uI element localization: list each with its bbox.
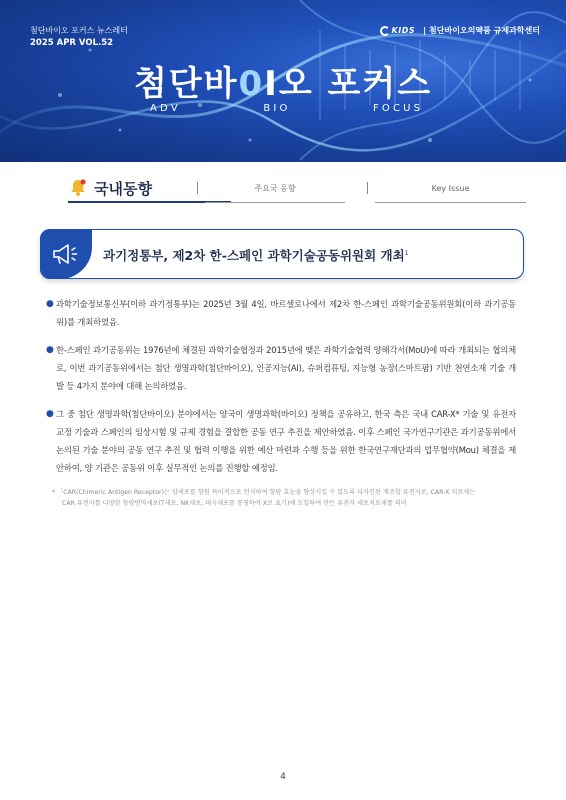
list-item-text: 그 중 첨단 생명과학(첨단바이오) 분야에서는 양국이 생명과학(바이오) 정책을 공유하고, 한국 측은 국내 CAR-X* 기술 및 유전자 교정 기술과 스페인의 임상시험 및 규제 경험을 결합한 공동 연구 추진을 제안하였음. 이후 스페인 국가연구기관은 과기공동위에서 논의된 기술 분야의 공동 연구 추진 및 협력 이행을 위한 예산 마련과 수행 등을 위한 한국연구재단과의 업무협약(Mou) 체결을 제안하여, 양 기관은 공동위 이후 실무적인 논의를 진행할 예정임. [56,409,516,473]
kids-logo [380,26,416,36]
subtitle-word: A D V [150,103,178,114]
article-headline [103,246,409,264]
subtitle-word: B I O [263,103,288,114]
megaphone-icon [51,242,81,266]
section-tabs [40,175,526,205]
list-item-text: 과학기술정보통신부(이하 과기정통부)는 2025년 3월 4일, 바르셀로나에서 제2차 한-스페인 과학기술공동위원회(이하 과기공동위)를 개최하였음. [56,299,516,327]
title-part-1: 첨단바 [133,64,239,104]
kids-logo-text: KIDS [391,26,416,35]
publication-subtitle [150,103,420,114]
organization [380,25,540,36]
headline-text: 과기정통부, 제2차 한-스페인 과학기술공동위원회 개최 [103,248,405,263]
organization-name: 첨단바이오의약품 규제과학센터 [429,26,540,35]
footnote-line: * 「CAR(Chimeric Antigen Receptor)는 암세포를 항원 특이적으로 인식하여 항암 효능을 향상시킬 수 있도록 디자인된 재조합 유전자로, CAR-X 치료제는 [52,489,476,496]
headline-icon-badge [40,229,92,279]
article-headline-box [40,229,524,279]
issue-volume: 2025 APR VOL.52 [30,38,114,48]
org-separator: | [423,26,427,35]
newsletter-name: 첨단바이오 포커스 뉴스레터 [30,26,128,35]
headline-footnote-marker: 1 [404,249,409,257]
tab-major-countries[interactable]: 주요국 동향 [205,175,345,203]
tab-divider [197,182,198,194]
list-item [46,341,516,395]
list-item [46,295,516,331]
title-part-2: I오 포커스 [264,64,433,104]
subtitle-word: F O C U S [372,103,420,114]
tab-label: 국내동향 [94,179,152,198]
bullet-dot: ● [46,345,54,355]
list-item [46,405,516,477]
footnote-line: CAR 유전자를 다양한 항암면역세포(T세포, NK세포, 대식세포를 통칭하여 X로 표기)에 도입하여 만든 유전자 세포치료제를 의미 [62,500,407,507]
header-banner [0,0,566,162]
page-number: 4 [280,772,286,782]
tab-key-issue[interactable]: Key Issue [375,175,526,203]
kids-logo-mark-icon [380,26,390,36]
footnote [46,487,516,509]
title-highlight: 0 [238,64,265,104]
bell-icon [68,178,88,198]
list-item-text: 한-스페인 과기공동위는 1976년에 체결된 과학기술협정과 2015년에 맺은 과학기술협력 양해각서(MoU)에 따라 개최되는 협의체로, 이번 과기공동위에서는 첨단 생명과학(첨단바이오), 인공지능(AI), 슈퍼컴퓨팅, 지능형 농장(스마트팜) 기반 천연소재 기술 개발 등 4가지 분야에 대해 논의하였음. [56,345,516,391]
bullet-dot: ● [46,299,54,309]
tab-divider [367,182,368,194]
bullet-dot: ● [46,409,54,419]
publication-title [0,56,566,105]
article-body [46,295,516,509]
